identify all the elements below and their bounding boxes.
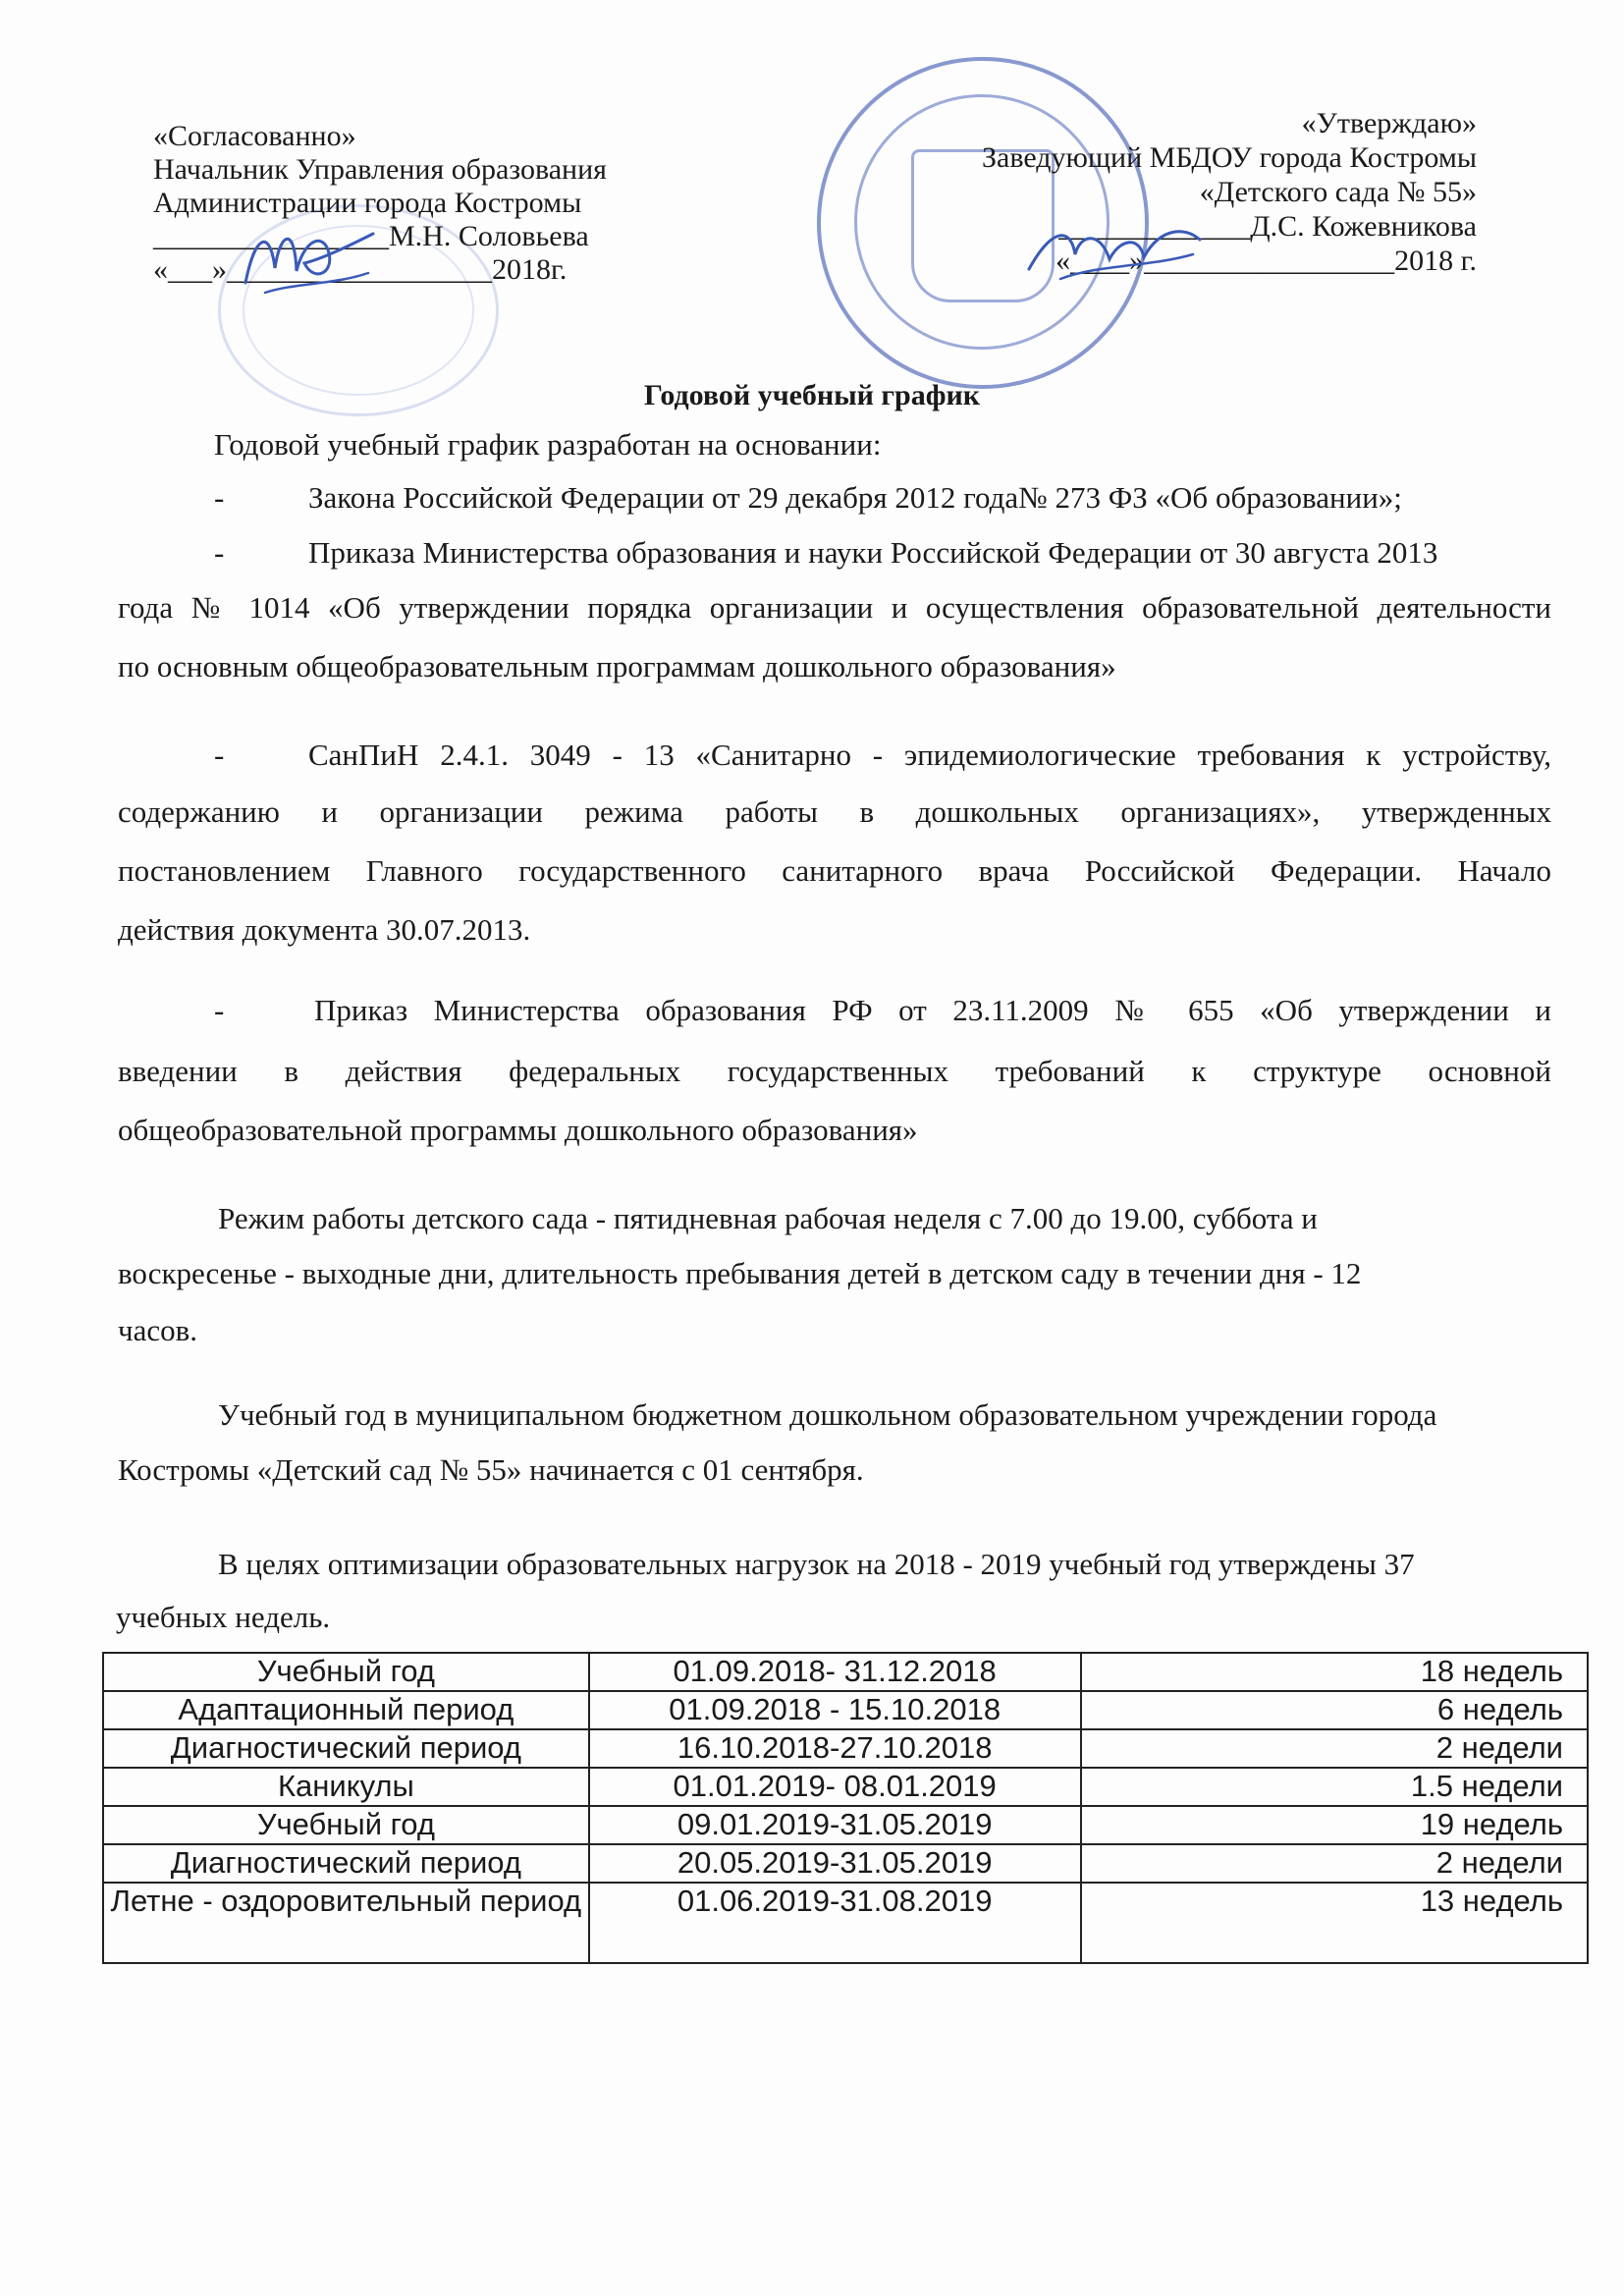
bullet-order-1014-line1: Приказа Министерства образования и науки Российской Федерации от 30 августа 2013 — [308, 535, 1438, 570]
approved-position: Заведующий МБДОУ города Костромы — [982, 141, 1477, 174]
duration-cell: 18 недель — [1081, 1653, 1588, 1691]
optimization-line2: учебных недель. — [116, 1600, 331, 1634]
regime-line2: воскресенье - выходные дни, длительность пребывания детей в детском саду в течении дня - 12 — [118, 1256, 1362, 1290]
bullet-order-655-line1: Приказ Министерства образования РФ от 23.11.2009 № 655 «Об утверждении и — [314, 993, 1551, 1027]
table-row — [103, 1653, 1588, 1691]
bullet-order-655-line2: введении в действия федеральных государственных требований к структуре основной — [118, 1054, 1551, 1088]
regime-line1: Режим работы детского сада - пятидневная рабочая неделя с 7.00 до 19.00, суббота и — [218, 1201, 1318, 1235]
period-cell: Адаптационный период — [103, 1691, 589, 1729]
dates-cell: 20.05.2019-31.05.2019 — [589, 1844, 1081, 1883]
dates-cell: 01.09.2018- 31.12.2018 — [589, 1653, 1081, 1691]
table-row — [103, 1806, 1588, 1844]
dates-cell: 01.09.2018 - 15.10.2018 — [589, 1691, 1081, 1729]
period-cell: Диагностический период — [103, 1729, 589, 1768]
period-cell: Учебный год — [103, 1653, 589, 1691]
agreed-signature-line: ________________М.Н. Соловьева — [153, 220, 589, 252]
approved-organization: «Детского сада № 55» — [1199, 176, 1477, 208]
bullet-order-655-line3: общеобразовательной программы дошкольного образования» — [118, 1113, 918, 1147]
bullet-dash: - — [214, 480, 225, 515]
dates-cell: 01.06.2019-31.08.2019 — [589, 1883, 1081, 1963]
school-year-line1: Учебный год в муниципальном бюджетном дошкольном образовательном учреждении города — [218, 1397, 1437, 1432]
period-cell: Летне - оздоровительный период — [103, 1883, 589, 1963]
period-cell: Каникулы — [103, 1768, 589, 1806]
bullet-dash: - — [214, 535, 225, 570]
bullet-law-text: Закона Российской Федерации от 29 декабря 2012 года№ 273 ФЗ «Об образовании»; — [308, 480, 1402, 515]
bullet-sanpin-line2: содержанию и организации режима работы в дошкольных организациях», утвержденных — [118, 794, 1551, 829]
regime-line3: часов. — [118, 1313, 197, 1347]
table-row — [103, 1883, 1588, 1963]
table-row — [103, 1729, 1588, 1768]
duration-cell: 1.5 недели — [1081, 1768, 1588, 1806]
agreed-date-line: «___»__________________2018г. — [153, 253, 568, 286]
dates-cell: 09.01.2019-31.05.2019 — [589, 1806, 1081, 1844]
period-cell: Диагностический период — [103, 1844, 589, 1883]
intro-line: Годовой учебный график разработан на основании: — [214, 427, 882, 462]
duration-cell: 6 недель — [1081, 1691, 1588, 1729]
agreed-heading: «Согласованно» — [153, 120, 356, 152]
document-title: Годовой учебный график — [643, 379, 981, 411]
table-row — [103, 1768, 1588, 1806]
school-year-line2: Костромы «Детский сад № 55» начинается с 01 сентября. — [118, 1452, 864, 1487]
table-row — [103, 1844, 1588, 1883]
duration-cell: 2 недели — [1081, 1844, 1588, 1883]
duration-cell: 13 недель — [1081, 1883, 1588, 1963]
bullet-order-1014-line3: по основным общеобразовательным программам дошкольного образования» — [118, 649, 1116, 683]
handwritten-signature-left — [236, 214, 383, 302]
dates-cell: 16.10.2018-27.10.2018 — [589, 1729, 1081, 1768]
bullet-sanpin-line1: СанПиН 2.4.1. 3049 - 13 «Санитарно - эпидемиологические требования к устройству, — [308, 738, 1551, 772]
duration-cell: 19 недель — [1081, 1806, 1588, 1844]
approved-signature-line: _____________Д.С. Кожевникова — [1058, 210, 1477, 243]
dates-cell: 01.01.2019- 08.01.2019 — [589, 1768, 1081, 1806]
bullet-sanpin-line3: постановлением Главного государственного санитарного врача Российской Федерации. Начало — [118, 853, 1551, 888]
approved-date-line: «____»_________________2018 г. — [1056, 245, 1477, 277]
period-cell: Учебный год — [103, 1806, 589, 1844]
agreed-position: Начальник Управления образования — [153, 153, 607, 186]
bullet-sanpin-line4: действия документа 30.07.2013. — [118, 912, 531, 947]
bullet-order-1014-line2: года № 1014 «Об утверждении порядка организации и осуществления образовательной деятельности — [118, 590, 1551, 625]
bullet-dash: - — [214, 993, 225, 1027]
approved-heading: «Утверждаю» — [1301, 107, 1477, 139]
schedule-table — [102, 1652, 1589, 1964]
bullet-dash: - — [214, 738, 225, 772]
optimization-line1: В целях оптимизации образовательных нагрузок на 2018 - 2019 учебный год утверждены 37 — [218, 1547, 1415, 1581]
handwritten-signature-right — [1021, 210, 1208, 289]
duration-cell: 2 недели — [1081, 1729, 1588, 1768]
table-row — [103, 1691, 1588, 1729]
agreed-organization: Администрации города Костромы — [153, 187, 582, 219]
